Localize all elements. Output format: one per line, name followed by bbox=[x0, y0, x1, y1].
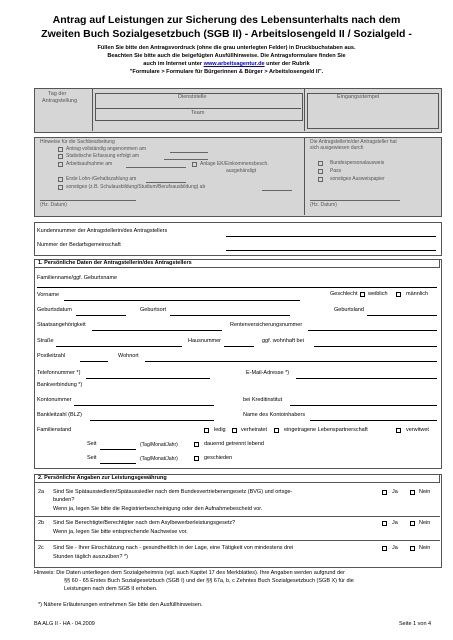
q2b-nein-label: Nein bbox=[419, 520, 431, 526]
q2a-number: 2a bbox=[38, 489, 45, 495]
checkbox-getrennt[interactable] bbox=[194, 442, 199, 447]
item-arbeitsaufnahme: Arbeitsaufnahme am bbox=[66, 161, 113, 167]
geburtsdatum-label: Geburtsdatum bbox=[37, 307, 72, 313]
checkbox-lebenspartnerschaft[interactable] bbox=[274, 428, 279, 433]
postleitzahl-input[interactable] bbox=[80, 361, 108, 362]
q2b-line1: Sind Sie Berechtigte/Berechtigter nach dem Asylbewerberleistungsgesetz? bbox=[53, 520, 236, 526]
wohnort-input[interactable] bbox=[145, 361, 437, 362]
anlage-ek-line1: Anlage EK/Einkommensbesch. bbox=[200, 161, 269, 167]
getrennt-label: dauernd getrennt lebend bbox=[204, 441, 264, 447]
blz-label: Bankleitzahl (BLZ) bbox=[37, 412, 82, 418]
q2c-number: 2c bbox=[38, 545, 44, 551]
kontoinhaber-label: Name des Kontoinhabers bbox=[243, 412, 306, 418]
office-divider-1 bbox=[92, 88, 93, 131]
geschieden-seit-input[interactable] bbox=[100, 463, 136, 464]
verwitwet-label: verwitwet bbox=[406, 427, 429, 433]
item-statistische-erfassung: Statistische Erfassung erfolgt am bbox=[66, 153, 140, 159]
maennlich-label: männlich bbox=[406, 291, 429, 297]
geburtsort-label: Geburtsort bbox=[140, 307, 166, 313]
q2b-number: 2b bbox=[38, 520, 45, 526]
checkbox-statistische-erfassung[interactable] bbox=[58, 154, 63, 159]
postleitzahl-label: Postleitzahl bbox=[37, 353, 66, 359]
checkbox-q2a-nein[interactable] bbox=[410, 490, 415, 495]
weiblich-label: weiblich bbox=[368, 291, 388, 297]
checkbox-anlage-ek[interactable] bbox=[192, 162, 197, 167]
office-divider-2 bbox=[304, 88, 305, 131]
checkbox-q2a-ja[interactable] bbox=[382, 490, 387, 495]
email-input[interactable] bbox=[296, 378, 437, 379]
geburtsdatum-input[interactable] bbox=[76, 315, 126, 316]
q2a-line1: Sind Sie Spätaussiedlerin/Spätaussiedler nach dem Bundesvertriebenengesetz (BVG) und ortsge- bbox=[53, 489, 293, 495]
item-erste-lohnzahlung: Erste Lohn-/Gehaltszahlung am bbox=[66, 176, 137, 182]
checkbox-arbeitsaufnahme[interactable] bbox=[58, 162, 63, 167]
vorname-label: Vorname bbox=[37, 292, 60, 298]
blz-input[interactable] bbox=[90, 420, 214, 421]
id-heading-line2: sich ausgewiesen durch bbox=[310, 145, 364, 151]
checkbox-q2b-nein[interactable] bbox=[410, 521, 415, 526]
intro-line3-post: unter der Rubrik bbox=[264, 61, 310, 67]
q2c-line1: Sind Sie - Ihrer Einschätzung nach - gesundheitlich in der Lage, eine Tätigkeit von mindestens drei bbox=[53, 545, 294, 551]
processing-heading: Hinweise für die Sachbearbeitung bbox=[40, 139, 115, 145]
seit-label-2: Seit bbox=[87, 455, 97, 461]
q2b-ja-label: Ja bbox=[392, 520, 398, 526]
q2c-ja-label: Ja bbox=[392, 545, 398, 551]
intro-line3-pre: auch im Internet unter bbox=[143, 61, 204, 67]
checkbox-bundespersonalausweis[interactable] bbox=[318, 161, 323, 166]
familienstand-label: Familienstand bbox=[37, 427, 72, 433]
anlage-ek-line2: ausgehändigt bbox=[226, 168, 257, 174]
checkbox-verwitwet[interactable] bbox=[396, 428, 401, 433]
wohnhaft-input[interactable] bbox=[314, 346, 437, 347]
hinweis-line2: §§ 60 - 65 Erstes Buch Sozialgesetzbuch (SGB I) und der §§ 67a, b, c Zehntes Buch Sozialgesetzbuch (SGB X) für die bbox=[64, 578, 354, 584]
form-id: BA ALG II - HA - 04.2009 bbox=[34, 621, 95, 627]
hausnummer-label: Hausnummer bbox=[188, 338, 222, 344]
lebenspartnerschaft-label: eingetragene Lebenspartnerschaft bbox=[284, 427, 368, 433]
intro-line2: Beachten Sie bitte auch die beigefügten Ausfüllhinweise. Die Antragsformulare finden Sie bbox=[107, 53, 346, 59]
familienname-input[interactable] bbox=[37, 287, 437, 288]
geburtsland-input[interactable] bbox=[367, 315, 437, 316]
q2b-line2: Wenn ja, legen Sie bitte entsprechende Nachweise vor. bbox=[53, 529, 188, 535]
q2a-divider bbox=[34, 516, 440, 517]
q2a-ja-label: Ja bbox=[392, 489, 398, 495]
staatsangehoerigkeit-input[interactable] bbox=[92, 330, 222, 331]
checkbox-sonstiges-ausweis[interactable] bbox=[318, 177, 323, 182]
strasse-label: Straße bbox=[37, 338, 54, 344]
wohnort-label: Wohnort bbox=[118, 353, 139, 359]
checkbox-maennlich[interactable] bbox=[396, 292, 401, 297]
q2b-divider bbox=[34, 540, 440, 541]
q2c-nein-label: Nein bbox=[419, 545, 431, 551]
section2-heading: 2. Persönliche Angaben zur Leistungsgewährung bbox=[38, 475, 167, 481]
kontonummer-label: Kontonummer bbox=[37, 397, 72, 403]
kontoinhaber-input[interactable] bbox=[310, 420, 437, 421]
tag-monat-jahr-2: (Tag/Monat/Jahr) bbox=[140, 456, 178, 462]
checkbox-geschieden[interactable] bbox=[194, 456, 199, 461]
intro-line3 bbox=[0, 62, 453, 68]
kreditinstitut-label: bei Kreditinstitut bbox=[243, 397, 283, 403]
hz-datum-label: (Hz. Datum) bbox=[40, 202, 67, 208]
strasse-input[interactable] bbox=[56, 346, 182, 347]
tag-label-line2: Antragstellung bbox=[42, 98, 78, 104]
geburtsland-label: Geburtsland bbox=[334, 307, 364, 313]
checkbox-q2c-nein[interactable] bbox=[410, 546, 415, 551]
line-arbeitsaufnahme bbox=[126, 167, 186, 168]
line-statistische-erfassung bbox=[164, 159, 208, 160]
form-title-line2: Zweiten Buch Sozialgesetzbuch (SGB II) - Arbeitslosengeld II / Sozialgeld - bbox=[41, 28, 412, 40]
checkbox-verheiratet[interactable] bbox=[232, 428, 237, 433]
telefon-input[interactable] bbox=[86, 378, 210, 379]
erlaeuterung-note: *) Nähere Erläuterungen entnehmen Sie bitte den Ausfüllhinweisen. bbox=[38, 602, 203, 608]
website-link[interactable]: www.arbeitsagentur.de bbox=[203, 61, 265, 67]
id-pass: Pass bbox=[330, 168, 342, 174]
item-antrag-vollstaendig: Antrag vollständig angenommen am bbox=[66, 146, 147, 152]
dienststelle-team-divider bbox=[95, 108, 301, 109]
bedarfsgemeinschaft-label: Nummer der Bedarfsgemeinschaft bbox=[37, 242, 121, 248]
tag-monat-jahr-1: (Tag/Monat/Jahr) bbox=[140, 442, 178, 448]
checkbox-sonstiges[interactable] bbox=[58, 185, 63, 190]
tag-label-line1: Tag der bbox=[48, 91, 67, 97]
hz-datum2-line bbox=[310, 200, 400, 201]
checkbox-pass[interactable] bbox=[318, 169, 323, 174]
rentenversicherungsnummer-label: Rentenversicherungsnummer bbox=[230, 322, 303, 328]
kreditinstitut-input[interactable] bbox=[290, 405, 437, 406]
q2a-line3: Wenn ja, legen Sie bitte die Registrierbescheinigung oder den Aufnahmebescheid vor. bbox=[53, 506, 263, 512]
kundennummer-input[interactable] bbox=[226, 236, 436, 237]
kontonummer-input[interactable] bbox=[74, 405, 214, 406]
q2c-line2: Stunden täglich auszuüben? *) bbox=[53, 554, 128, 560]
item-sonstiges: sonstiges (z.B. Schulausbildung/Studium/Berufsausbildung) ab bbox=[66, 184, 206, 190]
line-sonstiges bbox=[262, 190, 292, 191]
checkbox-antrag-vollstaendig[interactable] bbox=[58, 147, 63, 152]
intro-line1: Füllen Sie bitte den Antragsvordruck (ohne die grau unterlegten Felder) in Druckbuchstaben aus. bbox=[97, 45, 356, 51]
geschieden-label: geschieden bbox=[204, 455, 233, 461]
hz-datum-line bbox=[40, 200, 136, 201]
checkbox-q2c-ja[interactable] bbox=[382, 546, 387, 551]
hausnummer-input[interactable] bbox=[224, 346, 254, 347]
checkbox-q2b-ja[interactable] bbox=[382, 521, 387, 526]
wohnhaft-label: ggf. wohnhaft bei bbox=[262, 338, 304, 344]
q2a-line2: bunden? bbox=[53, 497, 75, 503]
geburtsort-input[interactable] bbox=[170, 315, 290, 316]
staatsangehoerigkeit-label: Staatsangehörigkeit bbox=[37, 322, 86, 328]
familienname-label: Familienname/ggf. Geburtsname bbox=[37, 275, 118, 281]
checkbox-ledig[interactable] bbox=[204, 428, 209, 433]
page-number: Seite 1 von 4 bbox=[399, 621, 432, 627]
hinweis-line3: Leistungen nach dem SGB II erhoben. bbox=[64, 586, 158, 592]
bedarfsgemeinschaft-input[interactable] bbox=[226, 250, 436, 251]
dienststelle-label: Dienststelle bbox=[178, 94, 207, 100]
line-erste-lohnzahlung bbox=[146, 182, 186, 183]
hinweis-line1: Hinweis: Die Daten unterliegen dem Sozialgeheimnis (vgl. auch Kapitel 17 des Merkblattes). Ihre Angaben werden aufgrund der bbox=[34, 570, 345, 576]
line-antrag-vollstaendig bbox=[170, 152, 208, 153]
verheiratet-label: verheiratet bbox=[241, 427, 267, 433]
hz-datum2-label: (Hz. Datum) bbox=[310, 202, 337, 208]
telefon-label: Telefonnummer *) bbox=[37, 370, 81, 376]
intro-line4: "Formulare > Formulare für Bürgerinnen & Bürger > Arbeitslosengeld II". bbox=[129, 69, 324, 75]
q2a-nein-label: Nein bbox=[419, 489, 431, 495]
id-heading-line1: Die Antragstellerin/der Antragsteller hat bbox=[310, 139, 397, 145]
bankverbindung-label: Bankverbindung *) bbox=[37, 382, 83, 388]
form-title-line1: Antrag auf Leistungen zur Sicherung des Lebensunterhalts nach dem bbox=[52, 14, 401, 26]
rentenversicherungsnummer-input[interactable] bbox=[308, 330, 437, 331]
ledig-label: ledig bbox=[214, 427, 226, 433]
kundennummer-label: Kundennummer der Antragstellerin/des Antragstellers bbox=[37, 228, 168, 234]
vorname-input[interactable] bbox=[64, 300, 300, 301]
seit-label-1: Seit bbox=[87, 441, 97, 447]
checkbox-erste-lohnzahlung[interactable] bbox=[58, 177, 63, 182]
getrennt-seit-input[interactable] bbox=[100, 449, 136, 450]
section1-heading: 1. Persönliche Daten der Antragstellerin/des Antragstellers bbox=[38, 260, 192, 266]
team-label: Team bbox=[191, 110, 205, 116]
id-sonstiges-ausweis: sonstiges Ausweispapier bbox=[330, 176, 385, 182]
id-bundespersonalausweis: Bundespersonalausweis bbox=[330, 160, 385, 166]
checkbox-weiblich[interactable] bbox=[360, 292, 365, 297]
email-label: E-Mail-Adresse *) bbox=[246, 370, 290, 376]
geschlecht-label: Geschlecht bbox=[330, 291, 358, 297]
eingangsstempel-label: Eingangsstempel bbox=[337, 94, 380, 100]
processing-divider bbox=[304, 137, 305, 215]
